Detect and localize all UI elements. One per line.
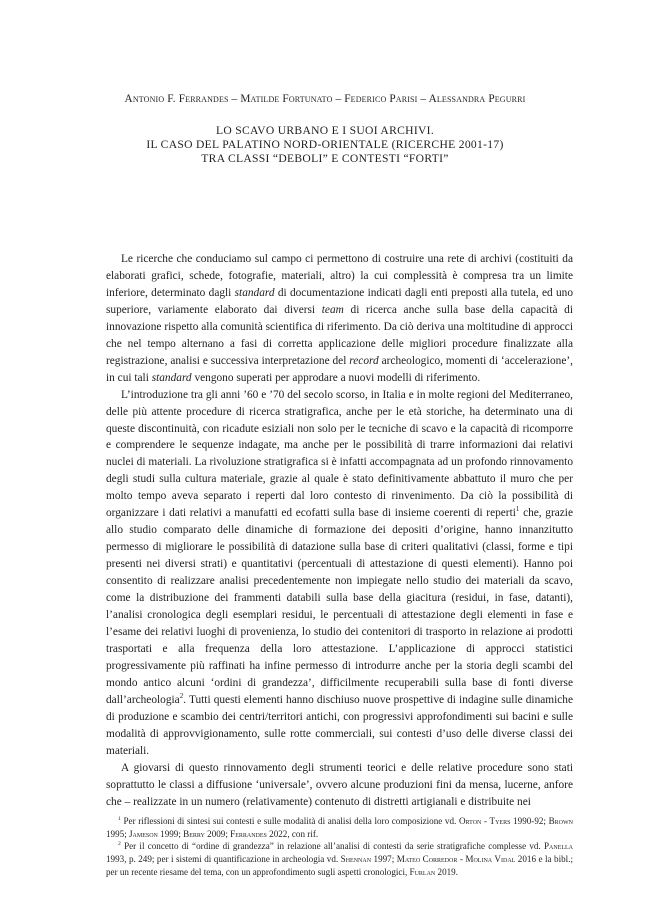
fn1-author-2: Brown — [548, 816, 573, 826]
fn1-text-c: 1995; — [106, 828, 129, 839]
p1-text-g: archeologico, momenti di ‘accelerazione’, in cui tali — [106, 354, 573, 384]
p1-italic-record: record — [349, 354, 379, 367]
footnote-ref-1[interactable]: 1 — [515, 505, 520, 514]
fn2-text-c: 1997; — [371, 854, 397, 865]
p1-italic-standard: standard — [234, 286, 275, 299]
title-line-3: TRA CLASSI “DEBOLI” E CONTESTI “FORTI” — [201, 152, 449, 165]
p1-text-i: vengono superati per approdare a nuovi modelli di riferimento. — [191, 371, 481, 384]
fn1-text-a: Per riflessioni di sintesi sui contesti e sulle modalità di analisi della loro composizione vd. — [123, 816, 459, 826]
paragraph-3: A giovarsi di questo rinnovamento degli strumenti teorici e delle relative procedure sono stati soprattutto le classi a diffusione ‘universale’, ovvero alcune produzioni fini da mensa, lucerne, anfore che – realizzate in un numero (relativamente) contenuto di distretti artigianali e distribuite nei — [106, 761, 573, 808]
fn2-text-b: 1993, p. 249; per i sistemi di quantificazione in archeologia vd. — [106, 854, 341, 865]
footnote-1-number: 1 — [118, 815, 121, 822]
title-line-2: IL CASO DEL PALATINO NORD-ORIENTALE (RICERCHE 2001-17) — [146, 138, 504, 151]
fn1-author-4: Berry — [183, 828, 205, 839]
paragraph-2 — [106, 387, 573, 760]
article-title — [0, 124, 650, 166]
fn1-text-b: 1990-92; — [510, 816, 549, 826]
footnote-2 — [106, 840, 573, 878]
p1-text-e: di ricerca anche sulla base della capacità di innovazione rispetto alla comunità scientifica di riferimento. Da ciò deriva una moltitudine di approcci che nel tempo alternano a fasi di corretta applicazione delle migliori procedure finalizzate alla registrazione, analisi e successiva interpretazione del — [106, 303, 574, 367]
footnotes — [106, 815, 573, 879]
fn1-text-e: 2009; — [204, 828, 231, 839]
p1-italic-team: team — [321, 303, 344, 316]
fn1-text-d: 1999; — [157, 828, 184, 839]
article-body — [106, 251, 573, 810]
fn2-author-1: Panella — [543, 841, 574, 852]
p1-text-a: Le ricerche che conduciamo sul campo ci permettono di costruire una rete di archivi (costituiti da elaborati grafici, schede, fotografie, materiali, altro) la cui complessità è compresa tra un limite inferiore, determinato dagli — [106, 253, 573, 299]
fn2-text-d: 2016 e la bibl.; per un recente riesame del tema, con un approfondimento sugli aspetti cronologici, — [106, 854, 573, 877]
fn2-author-4: Furlan — [409, 866, 436, 877]
authors-line: Antonio F. Ferrandes – Matilde Fortunato – Federico Parisi – Alessandra Pegurri — [124, 93, 526, 105]
footnote-ref-2[interactable]: 2 — [179, 692, 184, 700]
footnote-2-number: 2 — [118, 841, 121, 848]
p2-text-b: che, grazie allo studio comparato delle dinamiche di formazione dei depositi d’origine, hanno innanzitutto permesso di migliorare le possibilità di datazione sulla base di criteri qualitativi (classi, forme e tipi presenti nei diversi strati) e quantitativi (percentuali di attestazione di questi elementi). Hanno poi consentito di realizzare analisi precedentemente non impiegate nello studio dei materiali da scavo, come la distribuzione dei frammenti databili sulla base della giacitura (residui, in fase, datanti), l’analisi cronologica degli esemplari residui, le percentuali di attestazione degli elementi in fase e l’esame dei relativi luoghi di provenienza, lo studio dei contenitori di trasporto in relazione ai prodotti trasportati e alla frequenza della loro attestazione. L’applicazione di approcci statistici progressivamente più raffinati ha infine permesso di introdurre anche per la storia degli scambi del mondo antico alcuni ‘ordini di grandezza’, difficilmente recuperabili sulla base di fonti diverse dall’archeologia — [106, 507, 573, 706]
fn2-text-e: 2019. — [435, 866, 458, 877]
paragraph-1 — [106, 251, 573, 387]
fn2-author-2: Shennan — [340, 854, 372, 865]
fn1-text-f: 2022, con rif. — [266, 828, 319, 839]
p1-italic-standard-2: standard — [151, 371, 192, 384]
p2-text-a: L’introduzione tra gli anni ’60 e ’70 del secolo scorso, in Italia e in molte regioni del Mediterraneo, delle più attente procedure di ricerca stratigrafica, anche per le età storiche, ha determinato una di queste discontinuità, con ricadute esiziali non solo per le tecniche di scavo e la capacità di ricomporre e comprendere le sequenze indagate, ma anche per le possibilità di trarre informazioni dai relativi nuclei di materiali. La rivoluzione stratigrafica si è infatti accompagnata ad un profondo rinnovamento degli studi sulla cultura materiale, grazie al quale è stato definitivamente abbattuto il muro che per molto tempo aveva separato i reperti dal loro contesto di rinvenimento. Da ciò la possibilità di organizzare i dati relativi a manufatti ed ecofatti sulla base di insieme coerenti di reperti — [106, 388, 573, 520]
fn2-text-a: Per il concetto di “ordine di grandezza” in relazione all’analisi di contesti da serie stratigrafiche complesse vd. — [124, 841, 544, 852]
fn1-author-3: Jameson — [129, 828, 158, 839]
title-line-1: LO SCAVO URBANO E I SUOI ARCHIVI. — [215, 124, 435, 137]
footnote-1 — [106, 815, 573, 840]
p1-text-c: di documentazione indicati dagli enti preposti alla tutela, ed uno superiore, variamente elaborato dai diversi — [106, 286, 573, 316]
fn2-author-3: Mateo Corredor - Molina Vidal — [396, 854, 516, 865]
fn1-author-5: Ferrandes — [230, 828, 267, 839]
p2-text-c: . Tutti questi elementi hanno dischiuso nuove prospettive di indagine sulle dinamiche di produzione e scambio dei centri/territori antichi, con progressivi approfondimenti sui bacini e sulle modalità di approvvigionamento, sulle rotte commerciali, sui contesti d’uso delle diverse classi dei materiali. — [106, 693, 573, 757]
fn1-author-1: Orton - Tyers — [458, 816, 511, 826]
